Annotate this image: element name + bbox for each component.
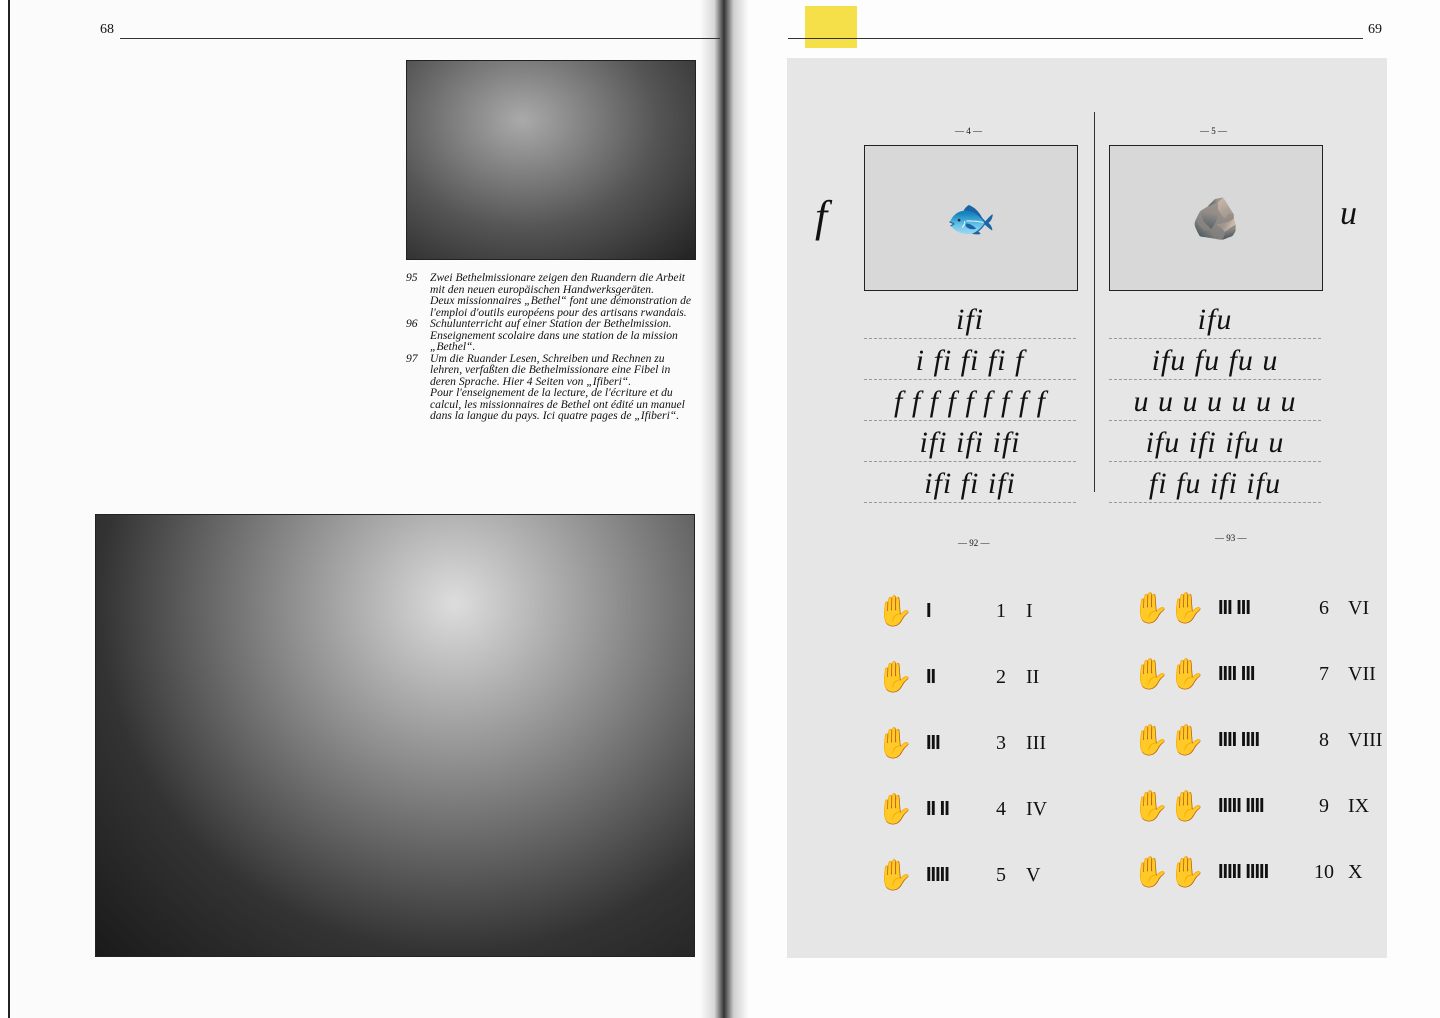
counting-row — [876, 776, 1047, 842]
book-gutter — [700, 0, 748, 1018]
script-lines-page5 — [1109, 298, 1321, 503]
margin-letter: f — [815, 192, 829, 241]
caption-96 — [406, 318, 696, 353]
hand-icon: ✋ — [1168, 657, 1206, 691]
tally-marks: I — [926, 599, 931, 622]
hand-icon: ✋ — [1132, 855, 1170, 889]
hand-icon: ✋ — [1132, 789, 1170, 823]
photo-school-lesson — [95, 514, 695, 957]
arabic-numeral: 2 — [996, 665, 1006, 688]
sticky-note-tab — [805, 6, 857, 48]
margin-letter: u — [1340, 195, 1358, 232]
counting-table-1-5 — [876, 578, 1047, 908]
script-line: ifi ifi ifi — [864, 421, 1076, 462]
script-line: f f f f f f f f f — [864, 380, 1076, 421]
tally-marks: III III — [1218, 596, 1250, 619]
script-line: u u u u u u u — [1109, 380, 1321, 421]
script-line: ifu fu fu u — [1109, 339, 1321, 380]
arabic-numeral: 10 — [1314, 860, 1334, 883]
hand-icon: ✋ — [1132, 591, 1170, 625]
primer-page-label: — 5 — — [1200, 126, 1227, 136]
captions — [406, 272, 696, 422]
script-line: fi fu ifi ifu — [1109, 462, 1321, 503]
arabic-numeral: 3 — [996, 731, 1006, 754]
arabic-numeral: 7 — [1319, 662, 1329, 685]
counting-row — [1132, 839, 1382, 905]
script-line: ifi — [864, 298, 1076, 339]
caption-de: Um die Ruander Lesen, Schreiben und Rechnen zu lehren, verfaßten die Bethelmissionare eine Fibel in deren Sprache. Hier 4 Seiten von „Ifiberi“. — [430, 351, 671, 388]
arabic-numeral: 4 — [996, 797, 1006, 820]
arabic-numeral: 8 — [1319, 728, 1329, 751]
caption-number: 95 — [406, 271, 418, 284]
primer-divider — [1094, 112, 1095, 492]
caption-number: 96 — [406, 317, 418, 330]
header-rule — [788, 38, 1363, 39]
hand-icon: ✋ — [1168, 789, 1206, 823]
page-number-left: 68 — [100, 22, 114, 37]
counting-row — [1132, 641, 1382, 707]
counting-row — [876, 710, 1047, 776]
caption-fr: Enseignement scolaire dans une station de la mission „Bethel“. — [430, 328, 678, 353]
roman-numeral: X — [1348, 860, 1363, 883]
hand-icon: ✋ — [1168, 723, 1206, 757]
arabic-numeral: 1 — [996, 599, 1006, 622]
hand-icon: ✋ — [876, 858, 914, 892]
tally-marks: IIIII — [926, 863, 949, 886]
arabic-numeral: 6 — [1319, 596, 1329, 619]
photo-missionaries-tools — [406, 60, 696, 260]
roman-numeral: III — [1026, 731, 1046, 754]
primer-page-label: — 4 — — [955, 126, 982, 136]
hand-icon: ✋ — [876, 594, 914, 628]
tally-marks: IIIII IIIII — [1218, 860, 1269, 883]
caption-97 — [406, 353, 696, 422]
roman-numeral: VIII — [1348, 728, 1383, 751]
page-number-right: 69 — [1368, 22, 1382, 37]
counting-row — [876, 644, 1047, 710]
counting-row — [1132, 707, 1382, 773]
roman-numeral: V — [1026, 863, 1041, 886]
counting-row — [876, 578, 1047, 644]
tally-marks: IIIII IIII — [1218, 794, 1264, 817]
counting-row — [1132, 773, 1382, 839]
tally-marks: IIII IIII — [1218, 728, 1260, 751]
hand-icon: ✋ — [876, 792, 914, 826]
roman-numeral: IX — [1348, 794, 1370, 817]
tally-marks: II II — [926, 797, 949, 820]
counting-table-6-10 — [1132, 575, 1382, 905]
script-lines-page4 — [864, 298, 1076, 503]
hand-icon: ✋ — [876, 660, 914, 694]
roman-numeral: II — [1026, 665, 1040, 688]
hand-icon: ✋ — [1168, 591, 1206, 625]
primer-page-label: — 93 — — [1215, 533, 1247, 543]
hand-icon: ✋ — [1168, 855, 1206, 889]
hand-icon: ✋ — [1132, 723, 1170, 757]
tally-marks: III — [926, 731, 940, 754]
fish-illustration: 🐟 — [864, 145, 1078, 291]
arabic-numeral: 5 — [996, 863, 1006, 886]
counting-row — [1132, 575, 1382, 641]
roman-numeral: IV — [1026, 797, 1048, 820]
roman-numeral: VII — [1348, 662, 1376, 685]
header-rule — [120, 38, 720, 39]
script-line: ifi fi ifi — [864, 462, 1076, 503]
grinding-stone-illustration: 🪨 — [1109, 145, 1323, 291]
roman-numeral: I — [1026, 599, 1033, 622]
script-line: i fi fi fi f — [864, 339, 1076, 380]
counting-row — [876, 842, 1047, 908]
arabic-numeral: 9 — [1319, 794, 1329, 817]
primer-page-label: — 92 — — [958, 538, 990, 548]
caption-95 — [406, 272, 696, 318]
tally-marks: II — [926, 665, 936, 688]
caption-number: 97 — [406, 351, 418, 365]
hand-icon: ✋ — [1132, 657, 1170, 691]
caption-fr: Pour l'enseignement de la lecture, de l'écriture et du calcul, les missionnaires de Bethel ont édité un manuel dans la langue du pays. Ici quatre pages de „Ifiberi“. — [430, 386, 685, 422]
caption-de: Zwei Bethelmissionare zeigen den Ruandern die Arbeit mit den neuen europäischen Handwerksgeräten. — [430, 271, 686, 296]
roman-numeral: VI — [1348, 596, 1370, 619]
tally-marks: IIII III — [1218, 662, 1255, 685]
script-line: ifu — [1109, 298, 1321, 339]
script-line: ifu ifi ifu u — [1109, 421, 1321, 462]
caption-fr: Deux missionnaires „Bethel“ font une démonstration de l'emploi d'outils européens pour des artisans rwandais. — [430, 294, 692, 319]
hand-icon: ✋ — [876, 726, 914, 760]
caption-de: Schulunterricht auf einer Station der Bethelmission. — [430, 317, 672, 330]
